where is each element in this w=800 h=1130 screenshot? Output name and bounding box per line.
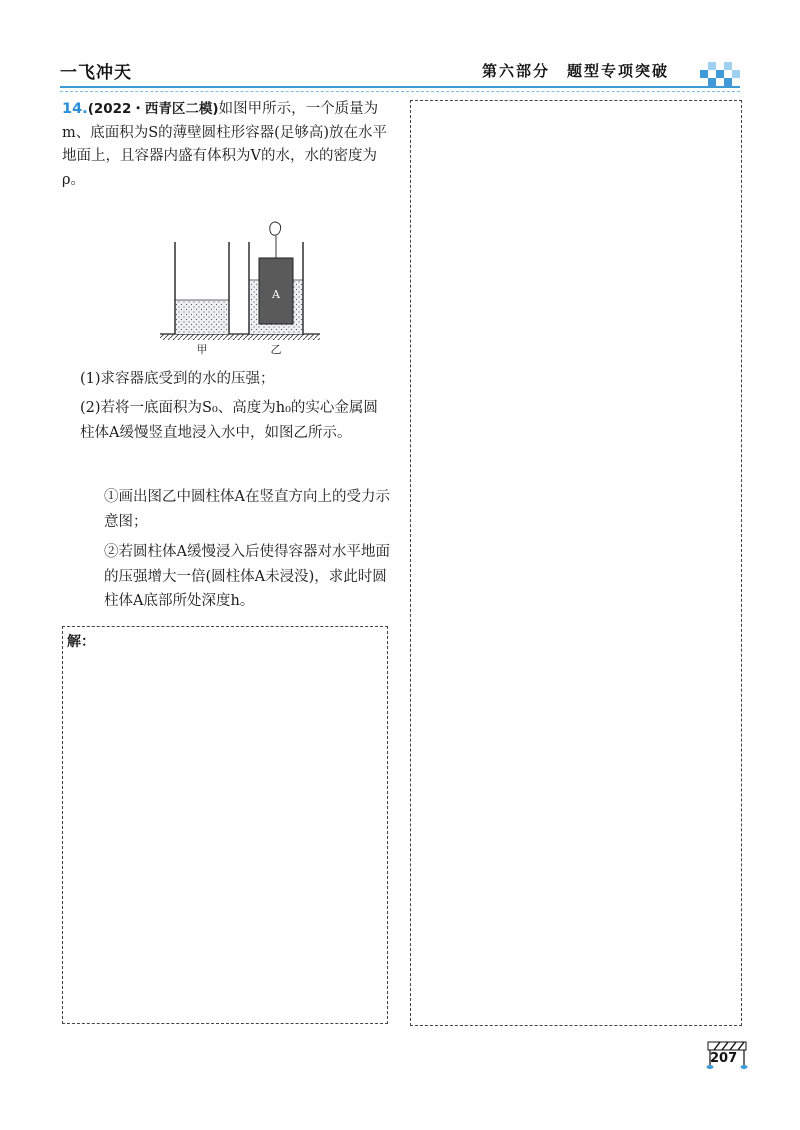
container-yi <box>249 222 303 334</box>
answer-area[interactable] <box>62 626 388 1024</box>
container-figure <box>160 218 320 358</box>
cylinder-a-label: A <box>272 288 280 301</box>
figure-label-jia: 甲 <box>196 343 208 356</box>
question-number: 14. <box>62 101 88 117</box>
header-rule-dashed <box>60 91 740 92</box>
page-number: 207 <box>710 1051 738 1066</box>
section-title: 第六部分 题型专项突破 <box>482 62 670 80</box>
question-stem <box>62 98 392 192</box>
book-series-title: 一飞冲天 <box>60 63 132 83</box>
hand-icon <box>270 222 281 235</box>
part-2-intro: (2)若将一底面积为S₀、高度为h₀的实心金属圆柱体A缓慢竖直地浸入水中，如图乙所示。 <box>80 400 378 441</box>
question-text: 如图甲所示，一个质量为m、底面积为S的薄壁圆柱形容器(足够高)放在水平地面上，且容器内盛有体积为V的水，水的密度为ρ。 <box>62 101 387 188</box>
answer-label: 解： <box>67 634 95 650</box>
blank-work-area[interactable] <box>410 100 742 1026</box>
checker-decoration-icon <box>700 56 740 90</box>
figure-label-yi: 乙 <box>270 343 282 356</box>
header-rule <box>60 86 740 88</box>
question-source: (2022・西青区二模) <box>87 101 219 117</box>
part-2-sub-1: ①画出图乙中圆柱体A在竖直方向上的受力示意图； <box>104 489 390 530</box>
container-jia <box>175 242 229 334</box>
part-1: (1)求容器底受到的水的压强； <box>80 371 275 387</box>
part-2-sub-2: ②若圆柱体A缓慢浸入后使得容器对水平地面的压强增大一倍(圆柱体A未浸没)，求此时圆柱体A底部所处深度h。 <box>104 544 390 609</box>
